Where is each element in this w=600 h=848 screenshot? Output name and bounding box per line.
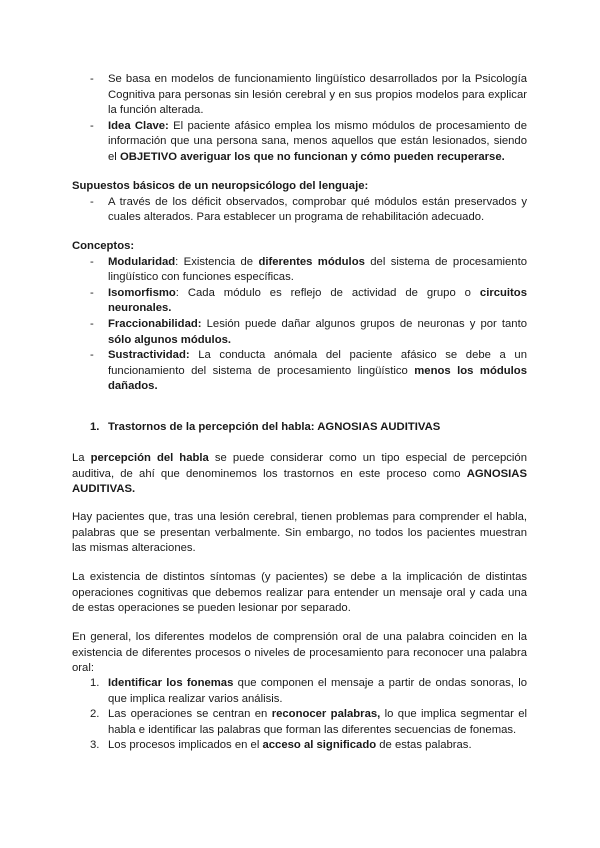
- bullet-marker: -: [90, 317, 94, 330]
- steps-list: [72, 676, 527, 754]
- section-title: Trastornos de la percepción del habla: AGNOSIAS AUDITIVAS: [108, 421, 441, 433]
- intro-item: [72, 72, 527, 119]
- paragraph-text: La: [72, 452, 91, 464]
- paragraph-text: se puede considerar como un tipo especial de percepción auditiva, de ahí que denominemos los trastornos en este proceso como: [72, 452, 527, 480]
- step-strong: Identificar los fonemas: [108, 677, 234, 689]
- intro-item-text: El paciente afásico emplea los mismo módulos de procesamiento de información que una persona sana, menos aquellos que están lesionados, siendo el: [108, 119, 527, 163]
- step-text: de estas palabras.: [376, 739, 472, 752]
- concepto-term: Isomorfismo: [108, 286, 176, 299]
- step-strong: acceso al significado: [262, 739, 377, 752]
- supuestos-item-text: A través de los déficit observados, comprobar qué módulos están preservados y cuales alterados. Para establecer un programa de rehabilitación adecuado.: [108, 195, 527, 224]
- concepto-term: Fraccionabilidad:: [108, 317, 202, 330]
- concepto-text: Lesión puede dañar algunos grupos de neuronas y por tanto: [201, 317, 527, 330]
- conceptos-section: [72, 239, 527, 395]
- bullet-marker: -: [90, 349, 94, 362]
- concepto-text: : Existencia de: [175, 255, 259, 268]
- step-strong: reconocer palabras,: [271, 708, 381, 721]
- paragraph-strong: percepción del habla: [90, 452, 209, 464]
- concepto-strong: sólo algunos módulos.: [108, 333, 232, 346]
- concepto-term: Sustractividad:: [108, 349, 190, 362]
- intro-item-strong: OBJETIVO averiguar los que no funcionan y cómo pueden recuperarse.: [119, 150, 505, 163]
- paragraph: [72, 451, 527, 498]
- bullet-marker: -: [90, 195, 94, 208]
- supuestos-section: [72, 179, 527, 226]
- section-title-row: [72, 420, 527, 436]
- step-item: [72, 676, 527, 707]
- concepto-strong: diferentes módulos: [258, 255, 365, 268]
- concepto-item: [72, 255, 527, 286]
- concepto-item: [72, 286, 527, 317]
- paragraph-strong: AGNOSIAS AUDITIVAS.: [72, 467, 527, 496]
- step-item: [72, 738, 527, 754]
- step-text: que componen el mensaje a partir de ondas sonoras, lo que implica realizar varios análisis.: [108, 677, 527, 705]
- section-number: 1.: [90, 421, 100, 433]
- concepto-text: : Cada módulo es reflejo de actividad de grupo o: [175, 286, 480, 299]
- paragraph: Hay pacientes que, tras una lesión cerebral, tienen problemas para comprender el habla, palabras que se presentan verbalmente. Sin embargo, no todos los pacientes muestran las mismas alteraciones.: [72, 511, 527, 555]
- step-number: 2.: [90, 708, 100, 721]
- paragraph: En general, los diferentes modelos de comprensión oral de una palabra coinciden en la existencia de diferentes procesos o niveles de procesamiento para reconocer una palabra oral:: [72, 631, 527, 675]
- concepto-term: Modularidad: [108, 255, 176, 268]
- step-text: lo que implica segmentar el habla e identificar las palabras que forman las diferentes secuencias de fonemas.: [108, 708, 528, 736]
- concepto-item: [72, 348, 527, 395]
- intro-item: [72, 119, 527, 166]
- step-number: 1.: [90, 677, 100, 689]
- step-text: Los procesos implicados en el: [108, 739, 263, 752]
- paragraph: La existencia de distintos síntomas (y pacientes) se debe a la implicación de distintas operaciones cognitivas que debemos realizar para entender un mensaje oral y cada una de estas operaciones se pueden lesionar por separado.: [72, 571, 527, 615]
- concepto-strong: circuitos neuronales.: [108, 286, 527, 315]
- section-heading: [72, 420, 527, 436]
- bullet-marker: -: [90, 73, 94, 85]
- step-number: 3.: [90, 739, 100, 752]
- bullet-marker: -: [90, 255, 94, 268]
- bullet-marker: -: [90, 119, 94, 132]
- bullet-marker: -: [90, 286, 94, 299]
- supuestos-item: [72, 195, 527, 226]
- concepto-text: La conducta anómala del paciente afásico se debe a un funcionamiento del sistema de procesamiento lingüístico: [108, 349, 527, 377]
- conceptos-heading: Conceptos:: [72, 240, 135, 252]
- intro-item-text: Se basa en modelos de funcionamiento lingüístico desarrollados por la Psicología Cognitiva para personas sin lesión cerebral y en sus propios modelos para explicar la función alterada.: [108, 73, 527, 117]
- supuestos-heading: Supuestos básicos de un neuropsicólogo del lenguaje:: [72, 180, 369, 192]
- concepto-text: del sistema de procesamiento lingüístico con funciones específicas.: [108, 255, 528, 284]
- step-item: [72, 707, 527, 738]
- concepto-strong: menos los módulos dañados.: [108, 364, 527, 393]
- concepto-item: [72, 317, 527, 348]
- intro-list: [72, 72, 527, 166]
- intro-item-term: Idea Clave:: [108, 119, 169, 132]
- step-text: Las operaciones se centran en: [108, 708, 272, 721]
